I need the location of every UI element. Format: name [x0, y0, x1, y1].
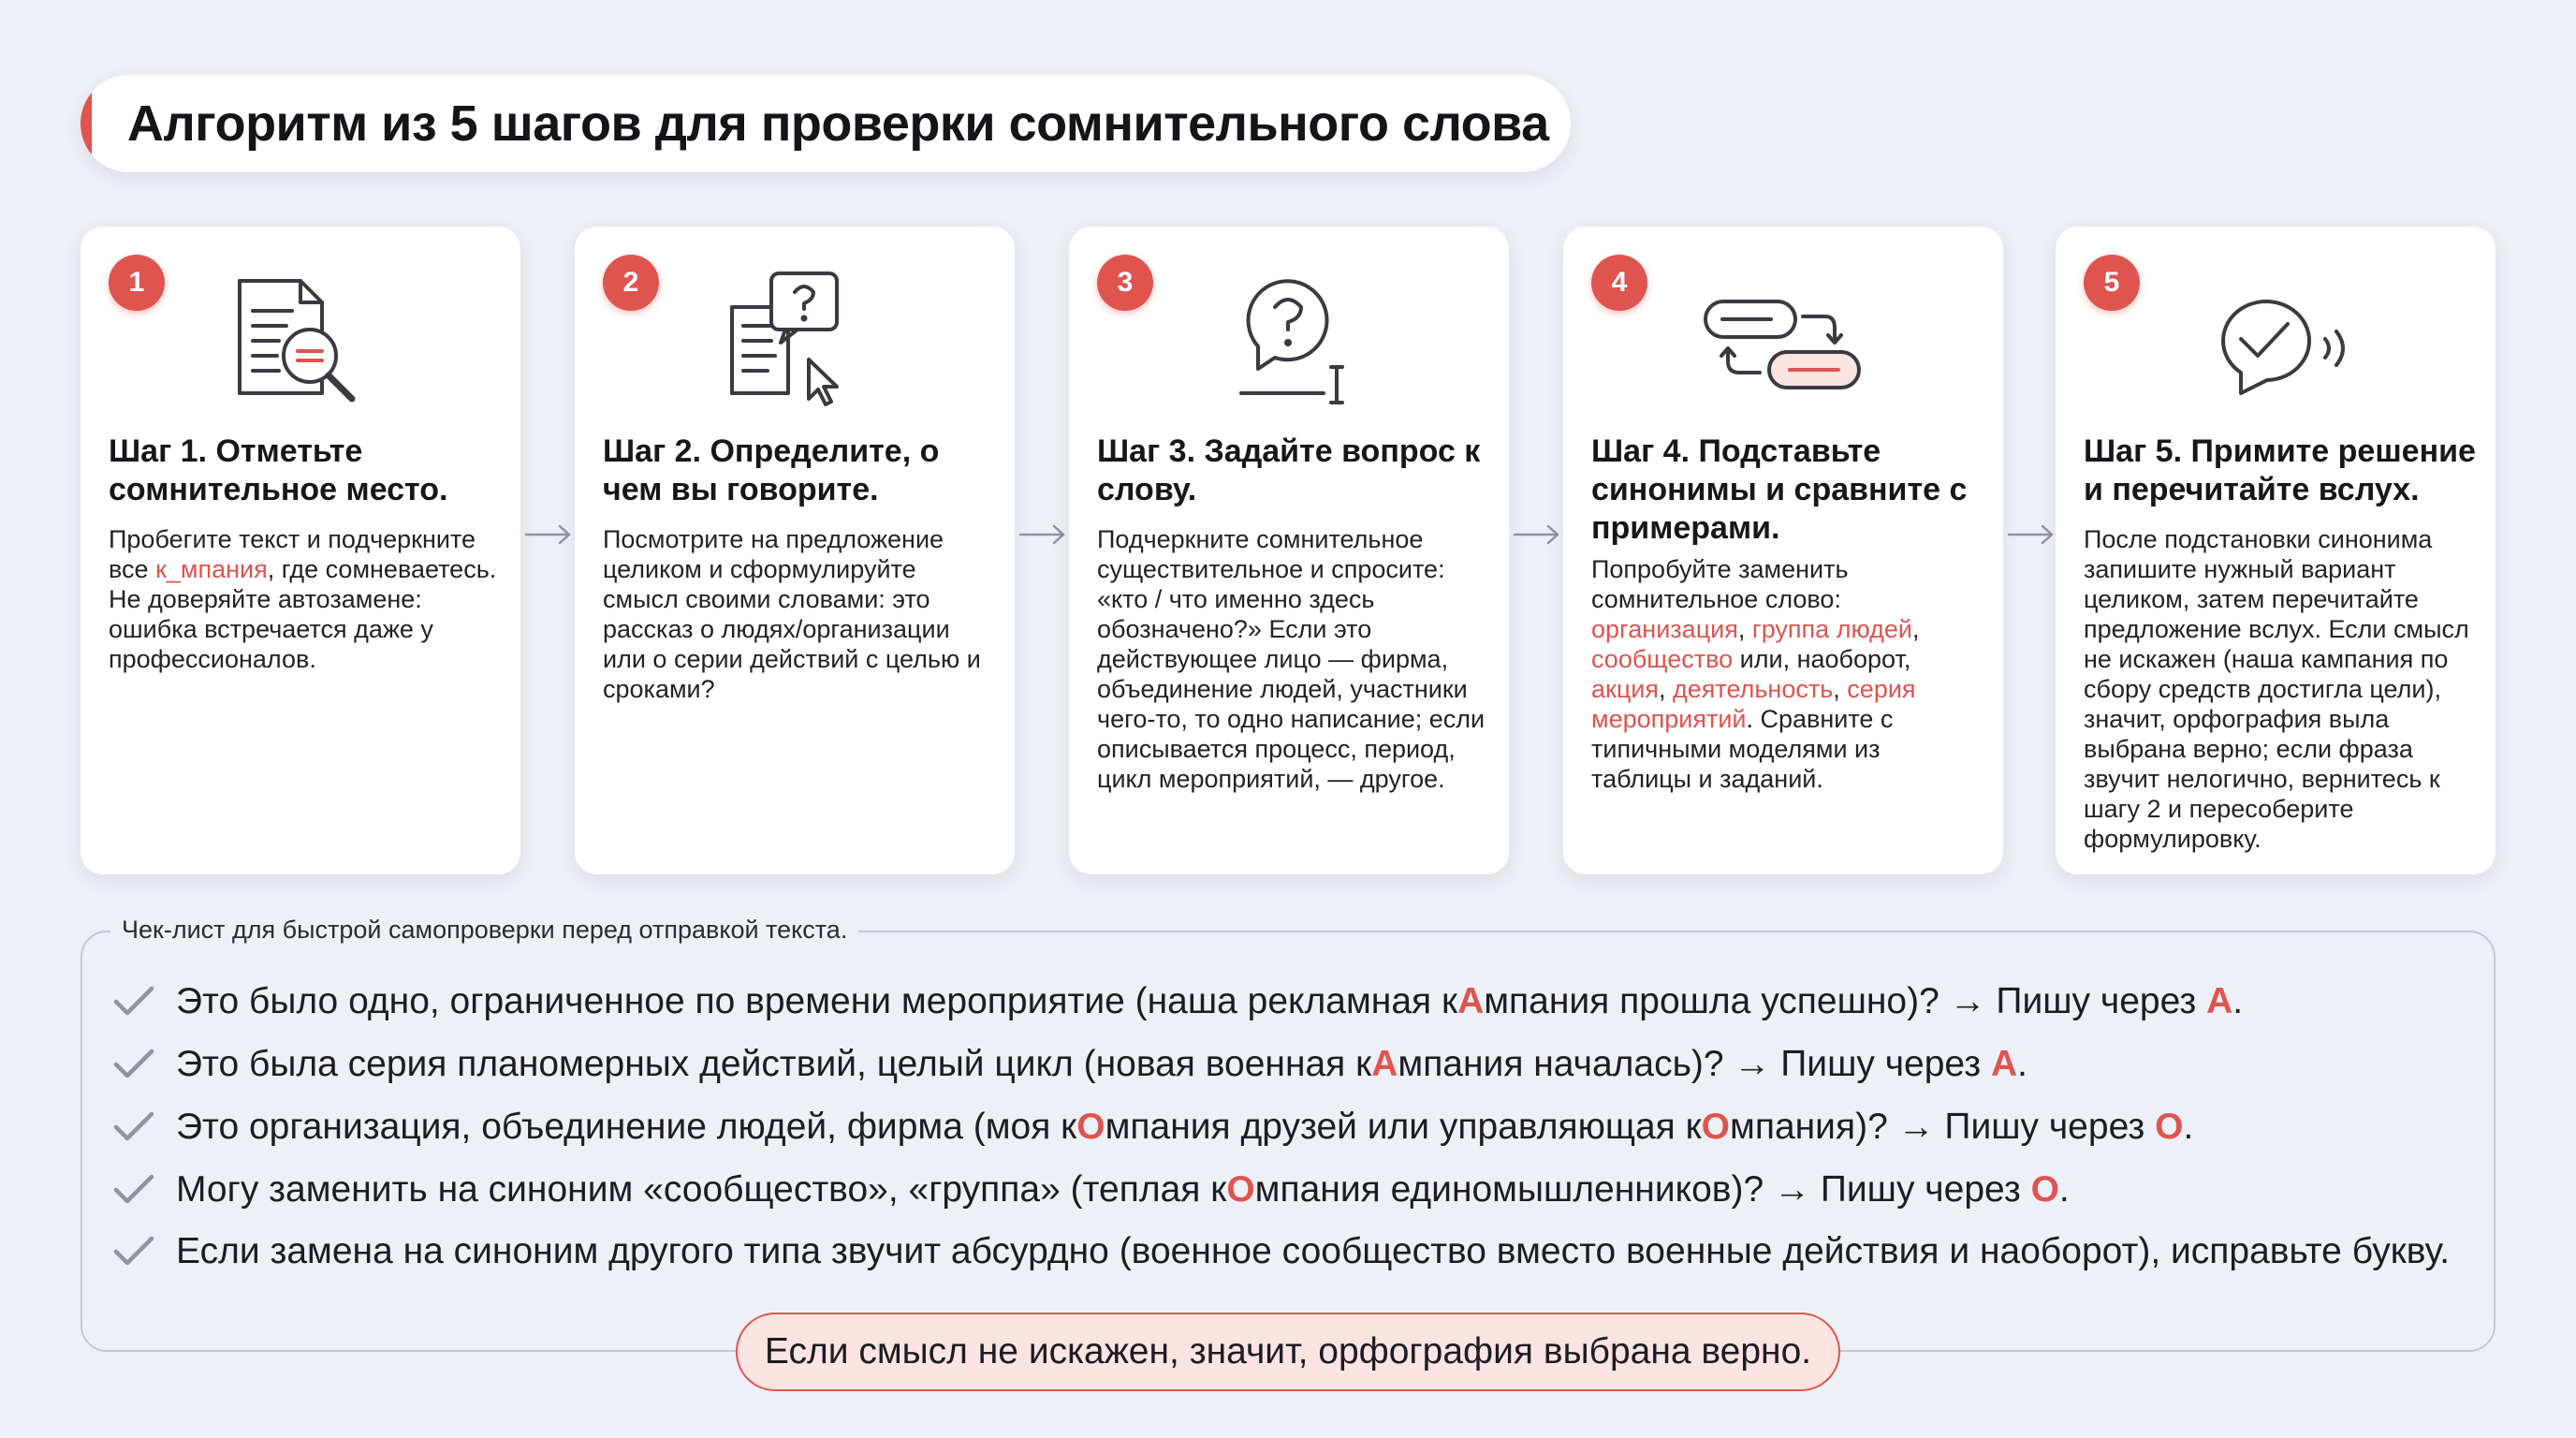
checklist-item-text: Это была серия планомерных действий, целый цикл (новая военная кАмпания началась)? → Пишу через А. — [176, 1044, 2027, 1084]
step-description: После подстановки синонима запишите нужный вариант целиком, затем перечитайте предложение вслух. Если смысл не искажен (наша кампания по сбору средств достигла цели), значит, орфография выла выбрана верно; если фраза звучит нелогично, вернитесь к шагу 2 и пересоберите формулировку. — [2084, 525, 2469, 853]
checklist-item-text: Это было одно, ограниченное по времени мероприятие (наша рекламная кАмпания прошла успешно)? → Пишу через А. — [176, 981, 2244, 1021]
step-number-badge: 4 — [1591, 255, 1647, 311]
synonym-organization: организация — [1591, 615, 1738, 643]
checklist-box — [80, 916, 2496, 1352]
step-number-badge: 1 — [109, 255, 165, 311]
synonym-community: сообщество — [1591, 645, 1734, 673]
steps-row — [80, 227, 2496, 874]
arrow-right-icon — [1513, 522, 1561, 547]
synonym-event-series: серия мероприятий — [1591, 675, 1916, 733]
checkmark-icon — [110, 1107, 157, 1148]
checklist-item-text: Если замена на синоним другого типа звучит абсурдно (военное сообщество вместо военные действия и наоборот), исправьте букву. — [176, 1231, 2451, 1271]
step-card-2 — [575, 227, 1015, 874]
step-title: Шаг 1. Отметьте сомнительное место. — [109, 433, 448, 507]
page-title: Алгоритм из 5 шагов для проверки сомнительного слова — [127, 95, 1549, 152]
step-description: Пробегите текст и подчеркните все к_мпания, где сомневаетесь. Не доверяйте автозамене: ошибка встречается даже у профессионалов. — [109, 525, 497, 673]
title-banner — [80, 75, 1571, 172]
step-card-5 — [2056, 227, 2496, 874]
document-search-icon — [212, 262, 389, 412]
checklist-item — [110, 1036, 2027, 1093]
step-description: Попробуйте заменить сомнительное слово: организация, группа людей, сообщество или, наоборот, акция, деятельность, серия мероприятий. Сравните с типичными моделями из таблицы и заданий. — [1591, 555, 1920, 793]
checkmark-icon — [110, 981, 157, 1022]
step-card-3 — [1069, 227, 1509, 874]
checklist-item-text: Это организация, объединение людей, фирма (моя кОмпания друзей или управляющая кОмпания)? → Пишу через О. — [176, 1107, 2194, 1147]
step-title: Шаг 2. Определите, о чем вы говорите. — [603, 433, 940, 507]
checkmark-icon — [110, 1044, 157, 1085]
step-number-badge: 5 — [2084, 255, 2140, 311]
swap-synonyms-icon — [1694, 262, 1872, 412]
conclusion-banner: Если смысл не искажен, значит, орфография выбрана верно. — [736, 1313, 1840, 1391]
checklist-item — [110, 1162, 2070, 1218]
checklist-item — [110, 1099, 2193, 1155]
step-description: Посмотрите на предложение целиком и сформулируйте смысл своими словами: это рассказ о людях/организации или о серии действий с целью и сроками? — [603, 525, 981, 703]
document-question-cursor-icon — [706, 262, 884, 412]
highlighted-word: к_мпания — [155, 555, 268, 583]
synonym-group: группа людей — [1751, 615, 1912, 643]
arrow-right-icon — [1018, 522, 1067, 547]
checklist-item — [110, 1224, 2450, 1280]
question-bubble-icon — [1200, 262, 1378, 412]
checkmark-icon — [110, 1231, 157, 1272]
synonym-activity: деятельность — [1673, 675, 1834, 703]
arrow-right-icon — [2007, 522, 2056, 547]
checklist-caption: Чек-лист для быстрой самопроверки перед отправкой текста. — [110, 916, 858, 945]
synonym-action: акция — [1591, 675, 1659, 703]
arrow-right-icon — [524, 522, 573, 547]
checklist-item — [110, 974, 2243, 1030]
step-description: Подчеркните сомнительное существительное и спросите: «кто / что именно здесь обозначено?» Если это действующее лицо — фирма, объединение людей, участники чего-то, то одно написание; если описывается процесс, период, цикл мероприятий, — другое. — [1097, 525, 1486, 793]
step-title: Шаг 3. Задайте вопрос к слову. — [1097, 433, 1481, 507]
step-card-4 — [1563, 227, 2003, 874]
checklist-item-text: Могу заменить на синоним «сообщество», «группа» (теплая кОмпания единомышленников)? → Пишу через О. — [176, 1169, 2070, 1210]
checkmark-icon — [110, 1169, 157, 1211]
step-card-1 — [80, 227, 520, 874]
step-title: Шаг 4. Подставьте синонимы и сравните с примерами. — [1591, 433, 1968, 546]
step-number-badge: 3 — [1097, 255, 1153, 311]
step-number-badge: 2 — [603, 255, 659, 311]
speech-check-icon — [2187, 262, 2364, 412]
step-title: Шаг 5. Примите решение и перечитайте вслух. — [2084, 433, 2476, 507]
